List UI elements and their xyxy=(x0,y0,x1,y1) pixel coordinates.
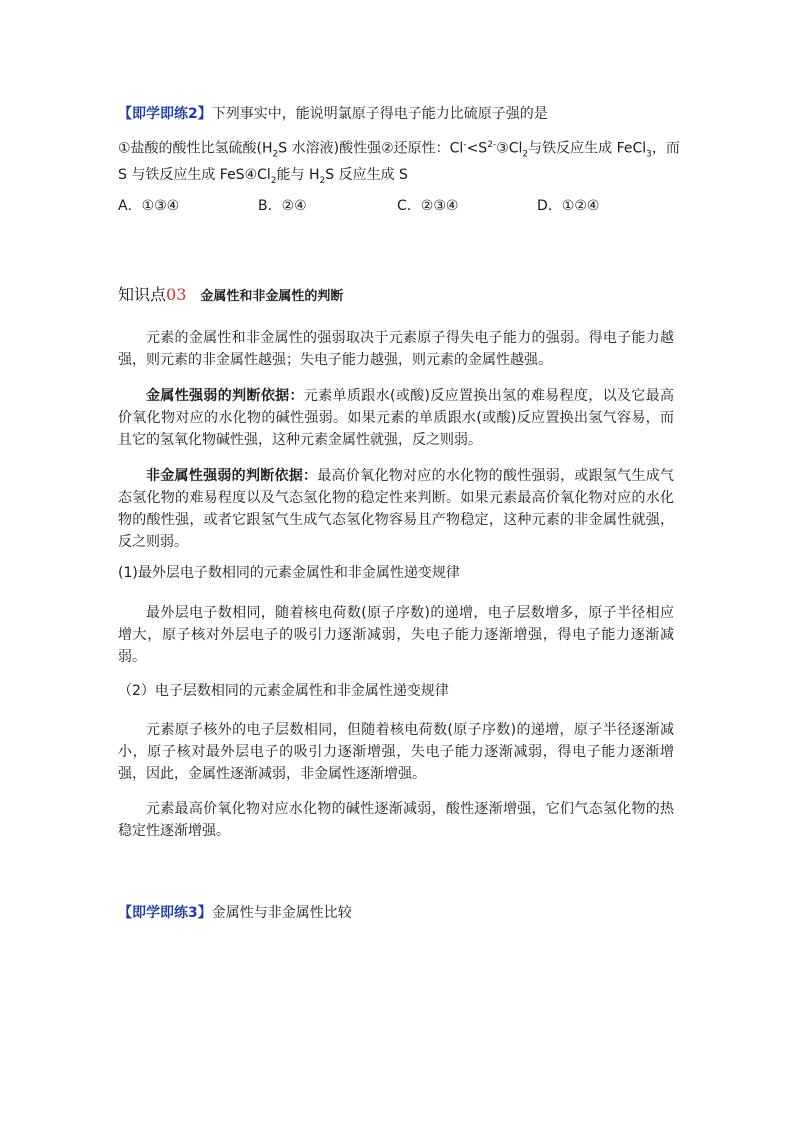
fact-4-end: S 反应生成 S xyxy=(325,167,408,183)
option-c[interactable]: C．②③④ xyxy=(397,198,459,214)
practice2-question: 下列事实中，能说明氯原子得电子能力比硫原子强的是 xyxy=(211,106,548,122)
practice2-facts-line1 xyxy=(118,135,680,164)
option-a[interactable]: A．①③④ xyxy=(118,198,180,214)
fact-4-mid: 能与 H xyxy=(276,167,320,183)
paragraph-1: 元素的金属性和非金属性的强弱取决于元素原子得失电子能力的强弱。得电子能力越强，则元素的非金属性越强；失电子能力越强，则元素的金属性越强。 xyxy=(118,330,674,368)
subheading-2: （2）电子层数相同的元素金属性和非金属性递变规律 xyxy=(118,683,449,699)
fact-2-mid: <S xyxy=(466,140,488,157)
fact-3: ③Cl xyxy=(496,140,523,157)
paragraph-3-body: 最高价氧化物对应的水化物的酸性强弱，或跟氢气生成气态氢化物的难易程度以及气态氢化物的稳定性来判断。如果元素最高价氧化物对应的水化物的酸性强，或者它跟氢气生成气态氢化物容易且产物稳定，这种元素的非金属性就强，反之则弱。 xyxy=(118,468,675,550)
practice3-tag: 【即学即练3】 xyxy=(118,905,212,921)
practice3-title: 金属性与非金属性比较 xyxy=(211,905,352,921)
paragraph-4: 最外层电子数相同，随着核电荷数(原子序数)的递增，电子层数增多，原子半径相应增大，原子核对外层电子的吸引力逐渐减弱，失电子能力逐渐增强，得电子能力逐渐减弱。 xyxy=(118,605,674,665)
fact-1-rest: S 水溶液)酸性强 xyxy=(278,140,382,157)
paragraph-3-lead: 非金属性强弱的判断依据： xyxy=(146,468,318,484)
knowledge-point-heading xyxy=(118,284,343,308)
fact-1-sub: 2 xyxy=(272,149,279,160)
paragraph-3 xyxy=(118,465,674,553)
kp-code: 03 xyxy=(166,285,187,304)
kp-title: 金属性和非金属性的判断 xyxy=(200,289,344,304)
paragraph-2 xyxy=(118,385,674,451)
paragraph-5: 元素原子核外的电子层数相同，但随着核电荷数(原子序数)的递增，原子半径逐渐减小，原子核对最外层电子的吸引力逐渐增强，失电子能力逐渐减弱，得电子能力逐渐增强，因此，金属性逐渐减弱，非金属性逐渐增强。 xyxy=(118,722,674,782)
subheading-1: (1)最外层电子数相同的元素金属性和非金属性递变规律 xyxy=(118,565,460,581)
fact-4: ④Cl xyxy=(244,167,271,183)
paragraph-2-body: 元素单质跟水(或酸)反应置换出氢的难易程度，以及它最高价氧化物对应的水化物的碱性强弱。如果元素的单质跟水(或酸)反应置换出氢气容易，而且它的氢氧化物碱性强，这种元素金属性就强，反之则弱。 xyxy=(118,388,674,448)
practice3-heading xyxy=(118,903,352,923)
fact-3-end: ，而 xyxy=(651,140,680,157)
fact-1: ①盐酸的酸性比氢硫酸(H xyxy=(118,140,273,157)
fact-2-sup1: - xyxy=(463,140,467,150)
practice2-tag: 【即学即练2】 xyxy=(118,106,212,122)
kp-label: 知识点 xyxy=(118,285,167,304)
fact-4-sub: 2 xyxy=(270,175,277,186)
option-b[interactable]: B．②④ xyxy=(258,198,307,214)
fact-3-sub: 2 xyxy=(522,149,529,160)
paragraph-2-lead: 金属性强弱的判断依据： xyxy=(146,388,304,404)
fact-4-sub2: 2 xyxy=(319,175,326,186)
paragraph-6: 元素最高价氧化物对应水化物的碱性逐渐减弱，酸性逐渐增强，它们气态氢化物的热稳定性逐渐增强。 xyxy=(118,801,674,839)
practice2-question-line xyxy=(118,104,548,124)
fact-3-sub2: 3 xyxy=(646,149,652,160)
practice2-facts-line2 xyxy=(118,165,408,191)
fact-3-tail: S 与铁反应生成 FeS xyxy=(118,167,245,183)
option-d[interactable]: D．①②④ xyxy=(537,198,600,214)
fact-3-mid: 与铁反应生成 FeCl xyxy=(528,140,647,157)
fact-2-sup2: 2- xyxy=(487,140,497,150)
fact-2: ②还原性：Cl xyxy=(381,140,464,157)
